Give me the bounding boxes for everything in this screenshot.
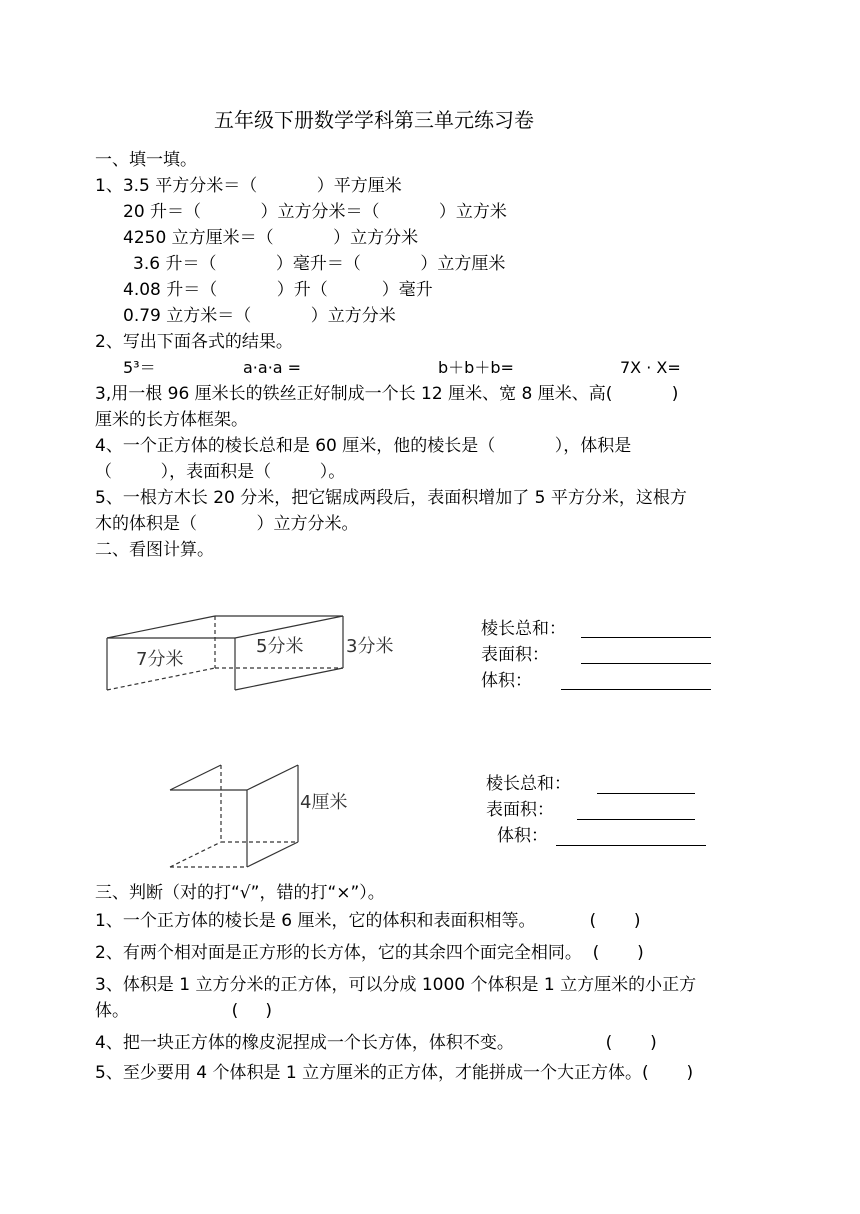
fig1-answer-edge-sum: 棱长总和： bbox=[481, 619, 566, 639]
q2-expr1: 5³＝ bbox=[123, 358, 156, 377]
fig1-answer-surface-blank[interactable] bbox=[581, 663, 711, 664]
q1-line6: 0.79 立方米＝（ ）立方分米 bbox=[123, 306, 396, 326]
judge-q2: 2、有两个相对面是正方形的长方体，它的其余四个面完全相同。 ( ) bbox=[95, 943, 644, 963]
fig2-left-slant bbox=[170, 765, 221, 790]
judge-q1: 1、一个正方体的棱长是 6 厘米，它的体积和表面积相等。 ( ) bbox=[95, 911, 641, 931]
fig2-answer-volume: 体积： bbox=[497, 826, 548, 846]
q2-expr4: 7X · X= bbox=[620, 358, 681, 377]
q3-line1: 3,用一根 96 厘米长的铁丝正好制成一个长 12 厘米、宽 8 厘米、高( ) bbox=[95, 384, 679, 404]
fig1-bottom-slant bbox=[235, 668, 343, 690]
q1-line5: 4.08 升＝（ ）升（ ）毫升 bbox=[123, 280, 433, 300]
fig1-width-label: 5分米 bbox=[256, 636, 304, 657]
figure2-cube bbox=[170, 765, 298, 867]
fig2-edge-label: 4厘米 bbox=[300, 792, 348, 813]
fig2-hidden-left-slant bbox=[170, 842, 221, 867]
fig2-right-slant-top bbox=[247, 765, 298, 790]
q4-line2: （ ），表面积是（ ）。 bbox=[95, 462, 346, 482]
q1-line2: 20 升＝（ ）立方分米＝（ ）立方米 bbox=[123, 202, 507, 222]
q5-line1: 5、一根方木长 20 分米，把它锯成两段后，表面积增加了 5 平方分米，这根方 bbox=[95, 488, 687, 508]
q2-expr2: a·a·a = bbox=[243, 358, 302, 377]
fig1-answer-volume-blank[interactable] bbox=[561, 689, 711, 690]
section3-heading: 三、判断（对的打“√”，错的打“×”）。 bbox=[95, 883, 385, 903]
judge-q4: 4、把一块正方体的橡皮泥捏成一个长方体，体积不变。 ( ) bbox=[95, 1033, 657, 1053]
fig2-answer-surface: 表面积： bbox=[486, 800, 554, 820]
q1-line3: 4250 立方厘米＝（ ）立方分米 bbox=[123, 228, 419, 248]
fig2-answer-surface-blank[interactable] bbox=[577, 819, 695, 820]
q5-line2: 木的体积是（ ）立方分米。 bbox=[95, 514, 359, 534]
fig2-right-slant-bottom bbox=[247, 842, 298, 867]
fig1-length-label: 7分米 bbox=[136, 649, 184, 670]
fig1-hidden-slant bbox=[107, 668, 215, 690]
q1-line4: 3.6 升＝（ ）毫升＝（ ）立方厘米 bbox=[133, 254, 506, 274]
judge-q5: 5、至少要用 4 个体积是 1 立方厘米的正方体，才能拼成一个大正方体。( ) bbox=[95, 1063, 694, 1083]
fig2-answer-edge-sum: 棱长总和： bbox=[486, 774, 571, 794]
fig1-answer-surface: 表面积： bbox=[481, 645, 549, 665]
fig1-answer-edge-sum-blank[interactable] bbox=[581, 637, 711, 638]
judge-q3-line2: 体。 ( ) bbox=[95, 1001, 272, 1021]
q1-line1: 1、3.5 平方分米＝（ ）平方厘米 bbox=[95, 176, 402, 196]
q2-expr3: b＋b＋b= bbox=[438, 358, 514, 377]
fig2-answer-edge-sum-blank[interactable] bbox=[597, 793, 695, 794]
fig2-answer-volume-blank[interactable] bbox=[556, 845, 706, 846]
q3-line2: 厘米的长方体框架。 bbox=[95, 410, 248, 430]
q4-line1: 4、一个正方体的棱长总和是 60 厘米，他的棱长是（ ），体积是 bbox=[95, 436, 632, 456]
fig1-height-label: 3分米 bbox=[346, 636, 394, 657]
page-title: 五年级下册数学学科第三单元练习卷 bbox=[214, 108, 534, 132]
section2-heading: 二、看图计算。 bbox=[95, 540, 214, 560]
fig1-top-slant-front bbox=[235, 616, 343, 638]
q2-text: 2、写出下面各式的结果。 bbox=[95, 332, 293, 352]
fig1-answer-volume: 体积： bbox=[481, 671, 532, 691]
section1-heading: 一、填一填。 bbox=[95, 150, 197, 170]
judge-q3-line1: 3、体积是 1 立方分米的正方体，可以分成 1000 个体积是 1 立方厘米的小正方 bbox=[95, 975, 697, 995]
fig1-top-slant-back bbox=[107, 616, 215, 638]
